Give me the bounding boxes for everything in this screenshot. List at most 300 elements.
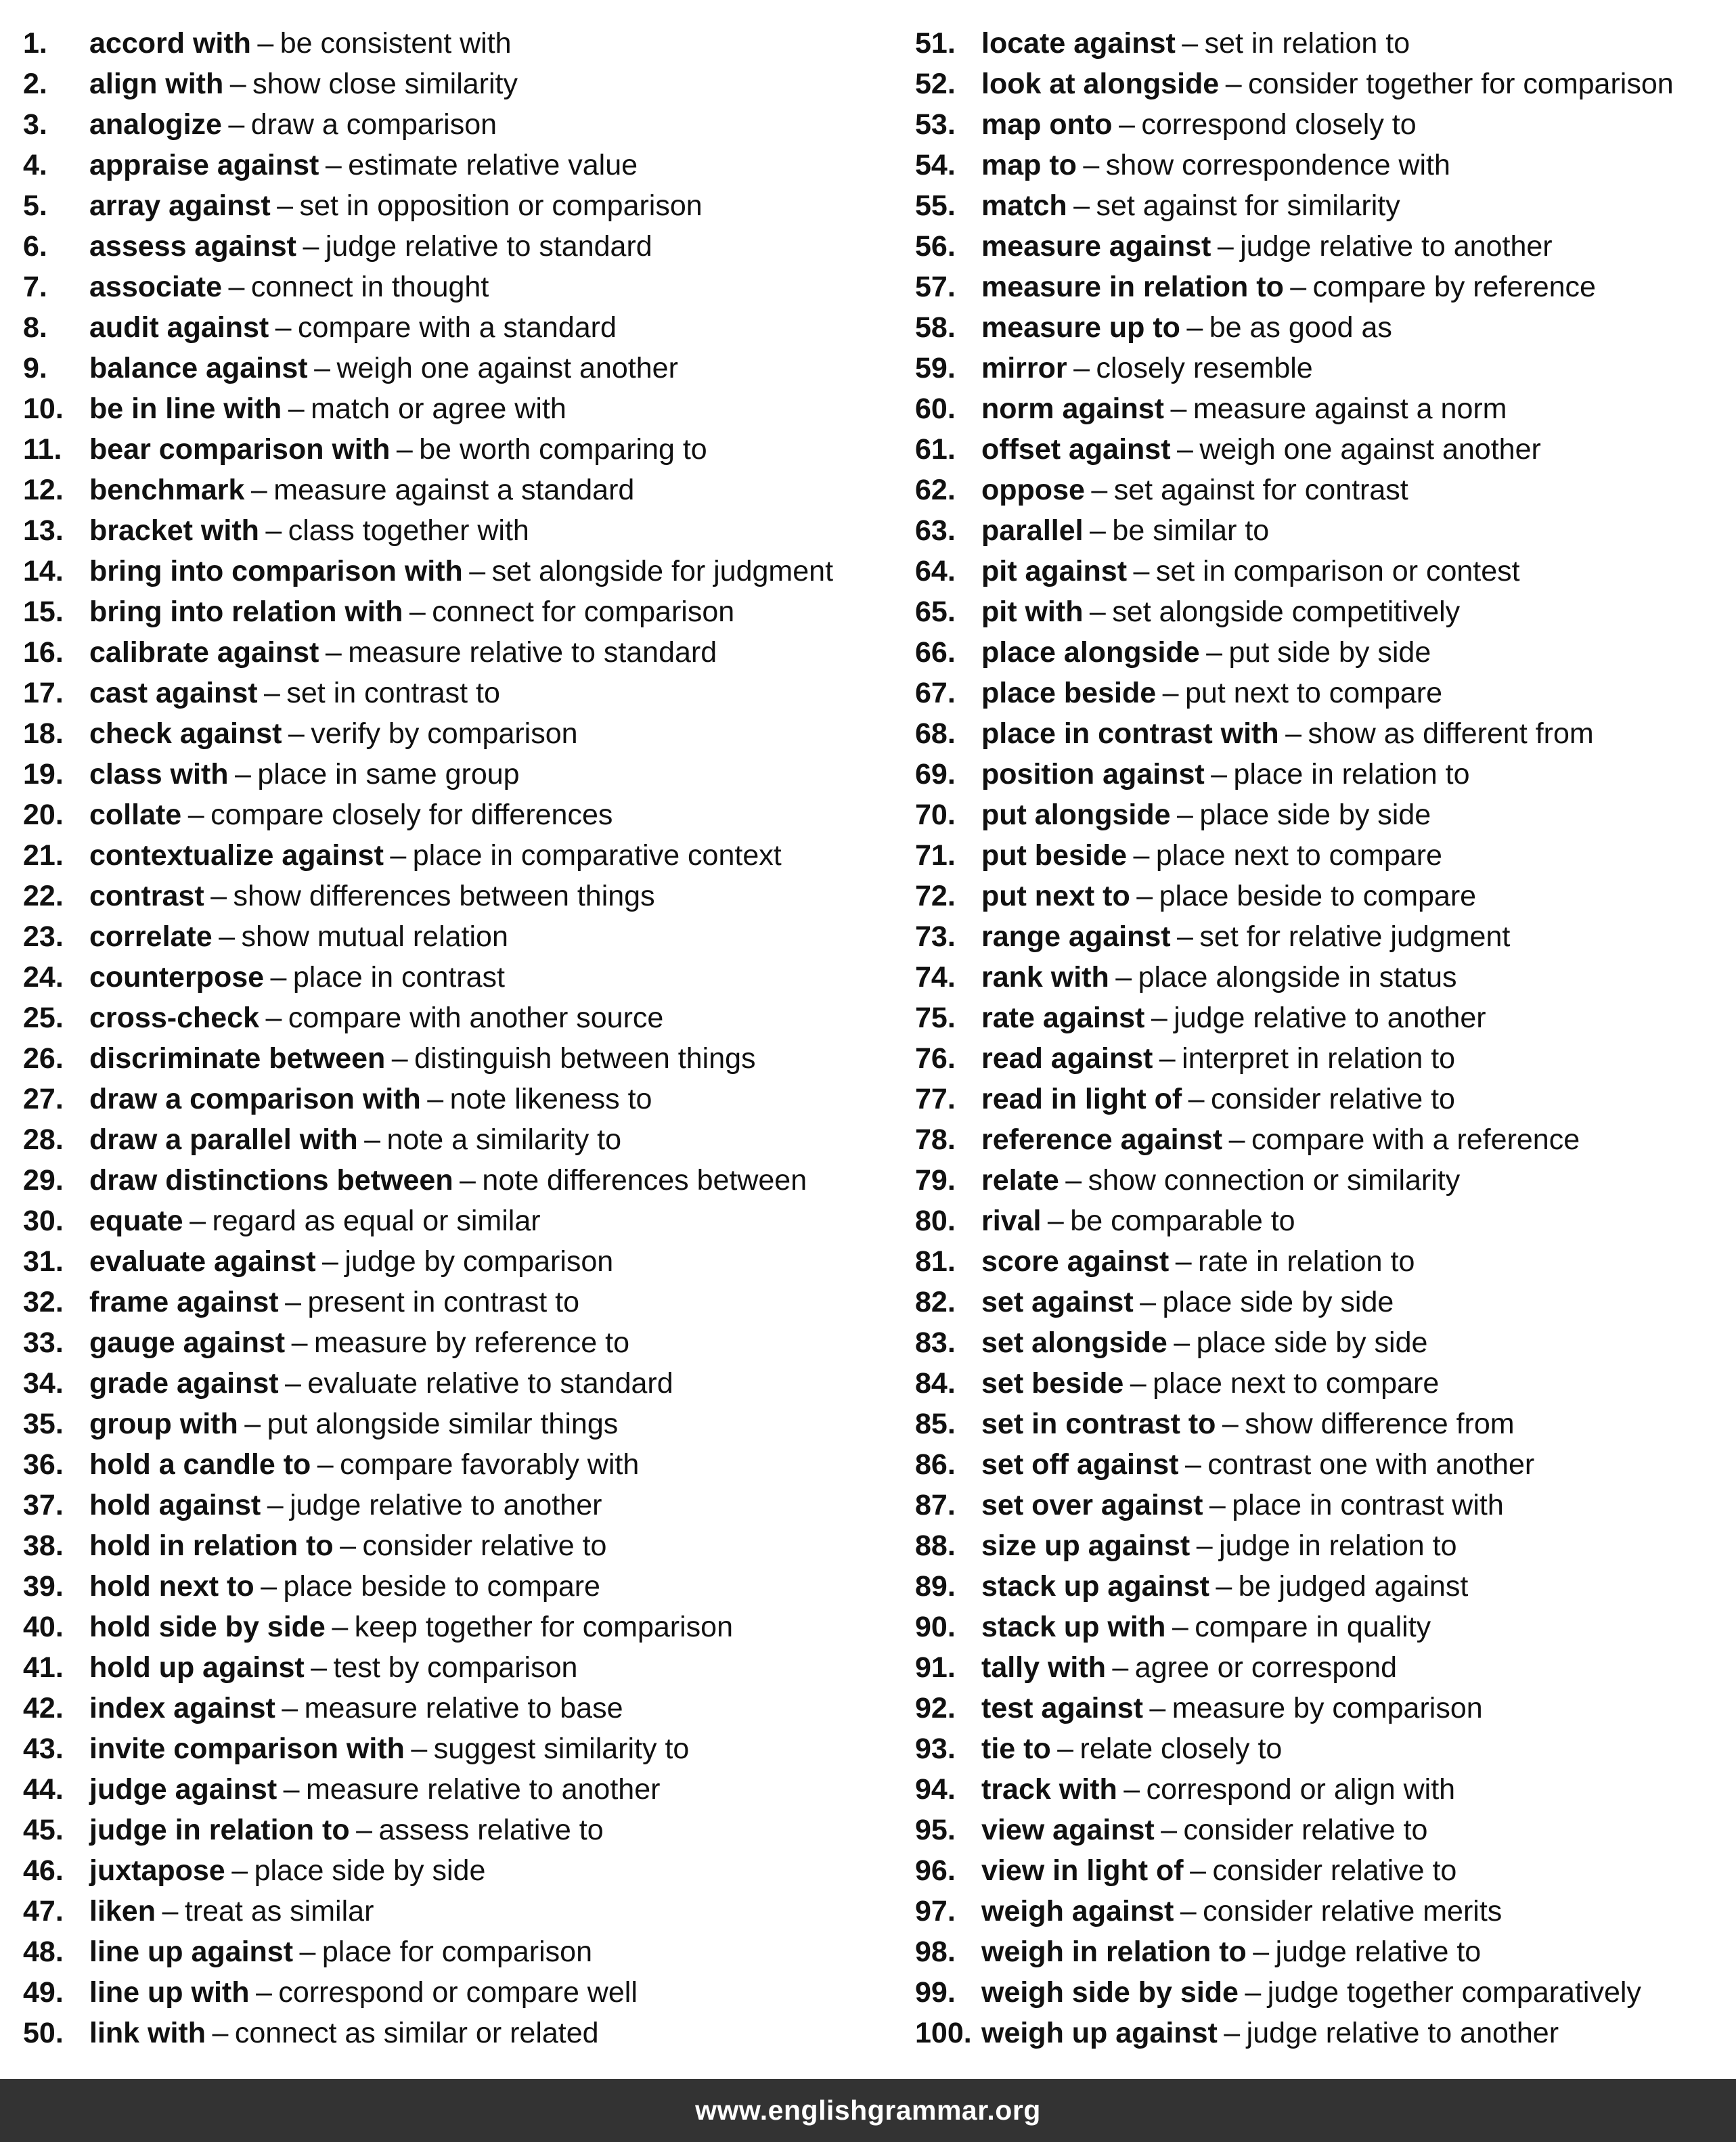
item-text bbox=[981, 510, 1269, 551]
item-number: 56. bbox=[915, 230, 956, 263]
item-text bbox=[89, 104, 497, 145]
item-term: associate bbox=[89, 271, 223, 303]
item-separator: – bbox=[250, 474, 267, 506]
item-text bbox=[981, 998, 1486, 1038]
item-number: 25. bbox=[23, 1002, 64, 1034]
list-item bbox=[915, 632, 1727, 673]
item-term: set over against bbox=[981, 1489, 1203, 1521]
item-text bbox=[89, 1850, 485, 1891]
item-term: contextualize against bbox=[89, 839, 384, 872]
item-number: 78. bbox=[915, 1123, 956, 1156]
item-number: 73. bbox=[915, 920, 956, 953]
item-text bbox=[89, 1201, 541, 1241]
list-item bbox=[23, 185, 883, 226]
item-definition: place in contrast with bbox=[1232, 1489, 1504, 1521]
list-item bbox=[915, 673, 1727, 713]
item-number: 2. bbox=[23, 68, 47, 100]
item-term: evaluate against bbox=[89, 1245, 316, 1278]
item-text bbox=[89, 23, 512, 64]
item-definition: connect as similar or related bbox=[234, 2017, 599, 2049]
item-definition: set alongside competitively bbox=[1112, 596, 1461, 628]
item-term: balance against bbox=[89, 352, 308, 384]
item-separator: – bbox=[1170, 393, 1187, 425]
item-definition: compare by reference bbox=[1312, 271, 1596, 303]
list-item bbox=[915, 307, 1727, 348]
item-number: 55. bbox=[915, 189, 956, 222]
item-term: equate bbox=[89, 1205, 183, 1237]
list-item bbox=[915, 1607, 1727, 1647]
item-separator: – bbox=[1133, 839, 1150, 872]
item-term: test against bbox=[981, 1692, 1143, 1724]
list-item bbox=[23, 1850, 883, 1891]
list-item bbox=[23, 267, 883, 307]
list-item bbox=[915, 429, 1727, 470]
list-item bbox=[23, 1079, 883, 1119]
item-text bbox=[89, 510, 529, 551]
item-number: 64. bbox=[915, 555, 956, 587]
item-number: 69. bbox=[915, 758, 956, 790]
item-term: group with bbox=[89, 1408, 238, 1440]
item-term: pit against bbox=[981, 555, 1128, 587]
list-item bbox=[915, 1241, 1727, 1282]
item-term: correlate bbox=[89, 920, 213, 953]
item-term: draw distinctions between bbox=[89, 1164, 453, 1197]
item-separator: – bbox=[1180, 1895, 1197, 1927]
item-term: hold a candle to bbox=[89, 1448, 311, 1481]
item-number: 23. bbox=[23, 920, 64, 953]
item-separator: – bbox=[264, 677, 280, 709]
item-definition: consider relative merits bbox=[1203, 1895, 1503, 1927]
item-definition: be worth comparing to bbox=[419, 433, 707, 466]
item-term: look at alongside bbox=[981, 68, 1220, 100]
item-separator: – bbox=[1090, 514, 1106, 547]
item-term: view against bbox=[981, 1814, 1155, 1846]
list-item bbox=[915, 551, 1727, 592]
list-item bbox=[915, 998, 1727, 1038]
item-text bbox=[981, 388, 1507, 429]
item-definition: measure relative to another bbox=[305, 1773, 661, 1806]
item-number: 18. bbox=[23, 717, 64, 750]
item-term: juxtapose bbox=[89, 1854, 225, 1887]
item-separator: – bbox=[364, 1123, 381, 1156]
list-item bbox=[23, 1444, 883, 1485]
list-item bbox=[915, 1525, 1727, 1566]
item-term: calibrate against bbox=[89, 636, 319, 669]
item-definition: measure relative to standard bbox=[348, 636, 717, 669]
list-item bbox=[23, 1525, 883, 1566]
item-separator: – bbox=[277, 189, 294, 222]
item-term: bracket with bbox=[89, 514, 259, 547]
item-text bbox=[89, 1038, 756, 1079]
item-definition: closely resemble bbox=[1096, 352, 1313, 384]
item-text bbox=[981, 876, 1476, 916]
item-definition: connect for comparison bbox=[432, 596, 735, 628]
item-term: discriminate between bbox=[89, 1042, 386, 1075]
item-definition: set for relative judgment bbox=[1199, 920, 1511, 953]
item-text bbox=[981, 1810, 1427, 1850]
item-term: offset against bbox=[981, 433, 1171, 466]
list-item bbox=[915, 1485, 1727, 1525]
item-definition: present in contrast to bbox=[307, 1286, 579, 1318]
item-separator: – bbox=[1172, 1611, 1188, 1643]
item-definition: suggest similarity to bbox=[433, 1733, 690, 1765]
item-definition: correspond closely to bbox=[1141, 108, 1417, 141]
item-text bbox=[981, 1322, 1427, 1363]
item-separator: – bbox=[1115, 961, 1132, 994]
item-term: relate bbox=[981, 1164, 1059, 1197]
item-term: put next to bbox=[981, 880, 1130, 912]
list-item bbox=[23, 1647, 883, 1688]
item-term: size up against bbox=[981, 1530, 1190, 1562]
list-item bbox=[915, 1891, 1727, 1932]
item-term: liken bbox=[89, 1895, 156, 1927]
item-text bbox=[981, 1485, 1504, 1525]
item-term: match bbox=[981, 189, 1067, 222]
list-item bbox=[23, 1972, 883, 2013]
item-term: norm against bbox=[981, 393, 1164, 425]
item-separator: – bbox=[411, 1733, 428, 1765]
item-definition: measure by reference to bbox=[313, 1326, 630, 1359]
item-term: place beside bbox=[981, 677, 1157, 709]
item-number: 7. bbox=[23, 271, 47, 303]
item-term: hold side by side bbox=[89, 1611, 326, 1643]
item-definition: measure against a standard bbox=[273, 474, 635, 506]
list-item bbox=[915, 1119, 1727, 1160]
item-text bbox=[89, 1363, 673, 1404]
item-separator: – bbox=[282, 1692, 298, 1724]
item-separator: – bbox=[265, 1002, 282, 1034]
item-definition: put alongside similar things bbox=[267, 1408, 619, 1440]
item-text bbox=[89, 145, 638, 185]
item-definition: estimate relative value bbox=[348, 149, 638, 181]
list-item bbox=[23, 1891, 883, 1932]
list-item bbox=[915, 470, 1727, 510]
item-separator: – bbox=[1174, 1326, 1190, 1359]
item-separator: – bbox=[285, 1286, 301, 1318]
item-text bbox=[89, 226, 652, 267]
item-text bbox=[981, 1363, 1439, 1404]
item-separator: – bbox=[1073, 189, 1090, 222]
item-separator: – bbox=[322, 1245, 338, 1278]
list-item bbox=[23, 1566, 883, 1607]
item-text bbox=[981, 1038, 1455, 1079]
item-separator: – bbox=[1211, 758, 1228, 790]
item-separator: – bbox=[1188, 1083, 1205, 1115]
item-text bbox=[981, 185, 1400, 226]
item-number: 44. bbox=[23, 1773, 64, 1806]
item-number: 88. bbox=[915, 1530, 956, 1562]
list-item bbox=[915, 592, 1727, 632]
item-term: mirror bbox=[981, 352, 1067, 384]
item-text bbox=[89, 388, 566, 429]
list-item bbox=[915, 1647, 1727, 1688]
footer-url[interactable]: www.englishgrammar.org bbox=[695, 2095, 1041, 2126]
item-separator: – bbox=[317, 1448, 334, 1481]
item-text bbox=[89, 957, 505, 998]
item-definition: distinguish between things bbox=[414, 1042, 756, 1075]
item-term: array against bbox=[89, 189, 271, 222]
item-number: 4. bbox=[23, 149, 47, 181]
item-separator: – bbox=[1162, 677, 1179, 709]
item-separator: – bbox=[1176, 799, 1193, 831]
item-definition: match or agree with bbox=[311, 393, 566, 425]
item-text bbox=[89, 2013, 599, 2053]
list-item bbox=[23, 1810, 883, 1850]
item-term: hold against bbox=[89, 1489, 261, 1521]
item-separator: – bbox=[1209, 1489, 1226, 1521]
item-separator: – bbox=[299, 1936, 316, 1968]
list-item bbox=[23, 1322, 883, 1363]
item-number: 92. bbox=[915, 1692, 956, 1724]
item-number: 15. bbox=[23, 596, 64, 628]
item-definition: measure relative to base bbox=[304, 1692, 623, 1724]
item-number: 35. bbox=[23, 1408, 64, 1440]
item-separator: – bbox=[210, 880, 227, 912]
item-term: appraise against bbox=[89, 149, 319, 181]
item-term: map to bbox=[981, 149, 1077, 181]
word-list-column-left bbox=[23, 23, 883, 2053]
item-number: 68. bbox=[915, 717, 956, 750]
item-text bbox=[89, 835, 782, 876]
item-number: 11. bbox=[23, 433, 62, 466]
item-definition: set alongside for judgment bbox=[491, 555, 834, 587]
item-term: contrast bbox=[89, 880, 204, 912]
item-separator: – bbox=[469, 555, 486, 587]
list-item bbox=[915, 226, 1727, 267]
item-definition: judge relative to another bbox=[1174, 1002, 1486, 1034]
item-number: 82. bbox=[915, 1286, 956, 1318]
item-number: 13. bbox=[23, 514, 64, 547]
item-definition: be similar to bbox=[1112, 514, 1270, 547]
item-definition: place beside to compare bbox=[283, 1570, 600, 1603]
item-definition: place in comparative context bbox=[412, 839, 782, 872]
list-item bbox=[23, 673, 883, 713]
item-definition: judge relative to standard bbox=[325, 230, 652, 263]
item-separator: – bbox=[1177, 433, 1193, 466]
item-text bbox=[981, 957, 1457, 998]
item-term: place in contrast with bbox=[981, 717, 1279, 750]
list-item bbox=[915, 1282, 1727, 1322]
list-item bbox=[915, 2013, 1727, 2053]
item-text bbox=[981, 267, 1596, 307]
list-item bbox=[23, 2013, 883, 2053]
item-term: hold up against bbox=[89, 1651, 305, 1684]
item-text bbox=[981, 348, 1313, 388]
item-term: map onto bbox=[981, 108, 1113, 141]
item-separator: – bbox=[1047, 1205, 1064, 1237]
item-term: bring into comparison with bbox=[89, 555, 463, 587]
list-item bbox=[23, 1607, 883, 1647]
item-text bbox=[981, 1932, 1481, 1972]
item-term: pit with bbox=[981, 596, 1084, 628]
item-number: 6. bbox=[23, 230, 47, 263]
item-text bbox=[981, 429, 1541, 470]
item-separator: – bbox=[187, 799, 204, 831]
item-text bbox=[89, 267, 489, 307]
item-number: 28. bbox=[23, 1123, 64, 1156]
item-text bbox=[89, 429, 707, 470]
item-text bbox=[89, 592, 734, 632]
item-separator: – bbox=[1073, 352, 1090, 384]
item-definition: compare with a standard bbox=[298, 311, 617, 344]
item-number: 98. bbox=[915, 1936, 956, 1968]
item-term: analogize bbox=[89, 108, 222, 141]
item-separator: – bbox=[1140, 1286, 1157, 1318]
item-number: 17. bbox=[23, 677, 64, 709]
item-separator: – bbox=[1065, 1164, 1082, 1197]
item-text bbox=[981, 1525, 1457, 1566]
item-term: rate against bbox=[981, 1002, 1145, 1034]
item-definition: measure by comparison bbox=[1172, 1692, 1483, 1724]
item-separator: – bbox=[1149, 1692, 1166, 1724]
item-number: 31. bbox=[23, 1245, 64, 1278]
item-term: place alongside bbox=[981, 636, 1200, 669]
item-definition: show close similarity bbox=[252, 68, 518, 100]
list-item bbox=[23, 551, 883, 592]
item-number: 65. bbox=[915, 596, 956, 628]
item-definition: consider relative to bbox=[1211, 1083, 1455, 1115]
item-definition: show differences between things bbox=[233, 880, 655, 912]
item-separator: – bbox=[356, 1814, 372, 1846]
item-number: 5. bbox=[23, 189, 47, 222]
item-separator: – bbox=[1151, 1002, 1167, 1034]
list-item bbox=[915, 185, 1727, 226]
item-term: measure against bbox=[981, 230, 1211, 263]
list-item bbox=[23, 1404, 883, 1444]
item-number: 49. bbox=[23, 1976, 64, 2009]
item-definition: class together with bbox=[288, 514, 529, 547]
list-item bbox=[915, 1688, 1727, 1728]
item-term: reference against bbox=[981, 1123, 1223, 1156]
item-number: 42. bbox=[23, 1692, 64, 1724]
item-number: 29. bbox=[23, 1164, 64, 1197]
item-term: stack up with bbox=[981, 1611, 1166, 1643]
item-text bbox=[981, 1688, 1483, 1728]
item-separator: – bbox=[267, 1489, 284, 1521]
item-text bbox=[89, 1688, 623, 1728]
item-definition: treat as similar bbox=[184, 1895, 374, 1927]
item-number: 12. bbox=[23, 474, 64, 506]
item-term: gauge against bbox=[89, 1326, 286, 1359]
item-text bbox=[89, 1891, 374, 1932]
list-item bbox=[23, 1363, 883, 1404]
item-separator: – bbox=[1190, 1854, 1206, 1887]
item-definition: evaluate relative to standard bbox=[307, 1367, 673, 1400]
item-separator: – bbox=[391, 1042, 408, 1075]
item-separator: – bbox=[390, 839, 407, 872]
item-text bbox=[981, 795, 1431, 835]
item-term: set beside bbox=[981, 1367, 1124, 1400]
item-definition: compare in quality bbox=[1195, 1611, 1431, 1643]
item-definition: be comparable to bbox=[1070, 1205, 1295, 1237]
item-text bbox=[89, 1525, 606, 1566]
item-separator: – bbox=[1089, 596, 1106, 628]
item-text bbox=[89, 1119, 621, 1160]
list-item bbox=[915, 388, 1727, 429]
item-separator: – bbox=[291, 1326, 308, 1359]
list-item bbox=[23, 876, 883, 916]
item-number: 45. bbox=[23, 1814, 64, 1846]
item-number: 58. bbox=[915, 311, 956, 344]
item-definition: place in relation to bbox=[1233, 758, 1470, 790]
item-separator: – bbox=[231, 1854, 248, 1887]
item-term: class with bbox=[89, 758, 229, 790]
list-item bbox=[23, 592, 883, 632]
item-term: weigh up against bbox=[981, 2017, 1218, 2049]
item-definition: judge relative to bbox=[1275, 1936, 1482, 1968]
item-number: 93. bbox=[915, 1733, 956, 1765]
item-separator: – bbox=[460, 1164, 476, 1197]
item-text bbox=[981, 1241, 1415, 1282]
item-definition: show connection or similarity bbox=[1088, 1164, 1461, 1197]
item-separator: – bbox=[1123, 1773, 1140, 1806]
item-number: 57. bbox=[915, 271, 956, 303]
item-text bbox=[89, 348, 678, 388]
item-definition: rate in relation to bbox=[1198, 1245, 1415, 1278]
item-number: 40. bbox=[23, 1611, 64, 1643]
list-item bbox=[23, 307, 883, 348]
item-separator: – bbox=[340, 1530, 357, 1562]
item-separator: – bbox=[1136, 880, 1153, 912]
item-text bbox=[89, 713, 578, 754]
item-separator: – bbox=[325, 149, 342, 181]
list-item bbox=[23, 1728, 883, 1769]
item-number: 30. bbox=[23, 1205, 64, 1237]
item-term: view in light of bbox=[981, 1854, 1184, 1887]
item-number: 20. bbox=[23, 799, 64, 831]
item-number: 48. bbox=[23, 1936, 64, 1968]
item-separator: – bbox=[288, 717, 305, 750]
item-text bbox=[981, 145, 1450, 185]
item-definition: place side by side bbox=[1196, 1326, 1428, 1359]
item-text bbox=[981, 632, 1431, 673]
item-number: 96. bbox=[915, 1854, 956, 1887]
item-definition: compare favorably with bbox=[340, 1448, 640, 1481]
item-definition: be consistent with bbox=[280, 27, 512, 60]
list-item bbox=[915, 267, 1727, 307]
item-text bbox=[981, 916, 1510, 957]
item-term: draw a parallel with bbox=[89, 1123, 358, 1156]
item-number: 41. bbox=[23, 1651, 64, 1684]
item-separator: – bbox=[1083, 149, 1100, 181]
item-number: 94. bbox=[915, 1773, 956, 1806]
item-text bbox=[89, 998, 663, 1038]
item-definition: judge in relation to bbox=[1219, 1530, 1457, 1562]
item-separator: – bbox=[1175, 1245, 1192, 1278]
item-separator: – bbox=[255, 1976, 272, 2009]
footer-bar bbox=[0, 2079, 1736, 2142]
item-separator: – bbox=[1161, 1814, 1178, 1846]
item-definition: compare closely for differences bbox=[210, 799, 613, 831]
item-term: tally with bbox=[981, 1651, 1106, 1684]
item-number: 26. bbox=[23, 1042, 64, 1075]
list-item bbox=[23, 795, 883, 835]
item-definition: correspond or align with bbox=[1146, 1773, 1456, 1806]
item-definition: regard as equal or similar bbox=[212, 1205, 541, 1237]
item-definition: place next to compare bbox=[1153, 1367, 1440, 1400]
item-definition: note likeness to bbox=[449, 1083, 652, 1115]
item-number: 3. bbox=[23, 108, 47, 141]
item-separator: – bbox=[212, 2017, 229, 2049]
item-separator: – bbox=[1112, 1651, 1129, 1684]
item-term: link with bbox=[89, 2017, 206, 2049]
item-definition: show mutual relation bbox=[241, 920, 508, 953]
list-item bbox=[23, 104, 883, 145]
item-term: put alongside bbox=[981, 799, 1171, 831]
item-separator: – bbox=[234, 758, 251, 790]
item-text bbox=[981, 1566, 1468, 1607]
item-text bbox=[89, 1241, 613, 1282]
